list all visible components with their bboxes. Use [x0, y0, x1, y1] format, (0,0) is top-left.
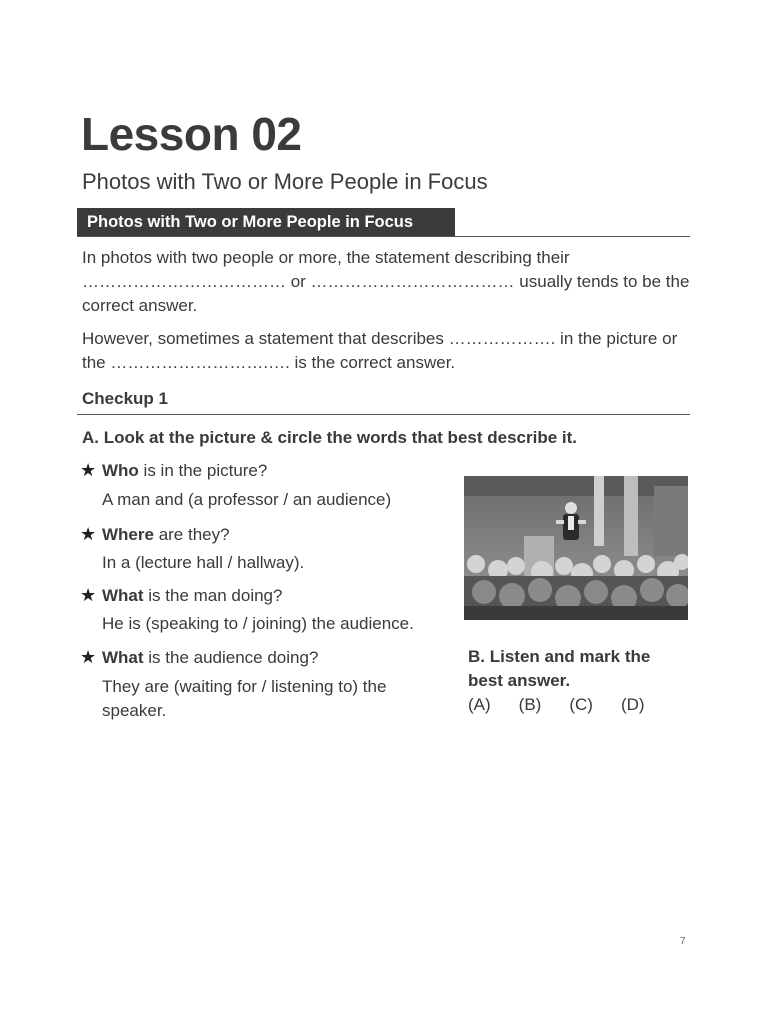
- answer-4: They are (waiting for / listening to) the speaker.: [102, 677, 387, 720]
- page-number: 7: [680, 936, 686, 947]
- question-text: is the man doing?: [143, 586, 283, 605]
- star-icon: ★: [80, 585, 97, 605]
- question-text: is the audience doing?: [143, 648, 319, 667]
- question-3: [80, 583, 282, 608]
- question-text: is in the picture?: [138, 461, 268, 480]
- lesson-subtitle: Photos with Two or More People in Focus: [82, 169, 488, 194]
- question-keyword: What: [102, 648, 144, 667]
- intro-paragraph-2: However, sometimes a statement that describes ………………. in the picture or the ……………………….…. is the correct answer.: [82, 329, 678, 372]
- checkup-divider: [77, 414, 690, 415]
- section-divider: [77, 236, 690, 237]
- answer-2: In a (lecture hall / hallway).: [102, 553, 305, 572]
- part-b-instruction: B. Listen and mark the best answer.: [468, 647, 651, 690]
- section-heading: Photos with Two or More People in Focus: [77, 208, 455, 236]
- checkup-title: Checkup 1: [82, 389, 168, 408]
- star-icon: ★: [80, 524, 97, 544]
- lecture-photo: [464, 476, 688, 620]
- question-text: are they?: [153, 525, 230, 544]
- question-1: [80, 458, 267, 483]
- answer-choices: [468, 693, 645, 717]
- question-keyword: Where: [102, 525, 154, 544]
- choice-b[interactable]: (B): [518, 695, 542, 714]
- question-keyword: Who: [102, 461, 139, 480]
- choice-c[interactable]: (C): [569, 695, 593, 714]
- star-icon: ★: [80, 460, 97, 480]
- choice-a[interactable]: (A): [468, 695, 491, 714]
- question-keyword: What: [102, 586, 144, 605]
- lesson-title: Lesson 02: [81, 108, 302, 160]
- answer-3: He is (speaking to / joining) the audience.: [102, 614, 414, 633]
- question-4: [80, 645, 318, 670]
- question-2: [80, 522, 230, 547]
- star-icon: ★: [80, 647, 97, 667]
- part-a-instruction: A. Look at the picture & circle the words that best describe it.: [82, 428, 577, 447]
- lecture-photo-image: [464, 476, 688, 620]
- answer-1: A man and (a professor / an audience): [102, 490, 392, 509]
- intro-paragraph-1: In photos with two people or more, the statement describing their ……………………………… or ……………………………… usually tends to be the correct answer.: [82, 248, 690, 315]
- choice-d[interactable]: (D): [620, 695, 645, 714]
